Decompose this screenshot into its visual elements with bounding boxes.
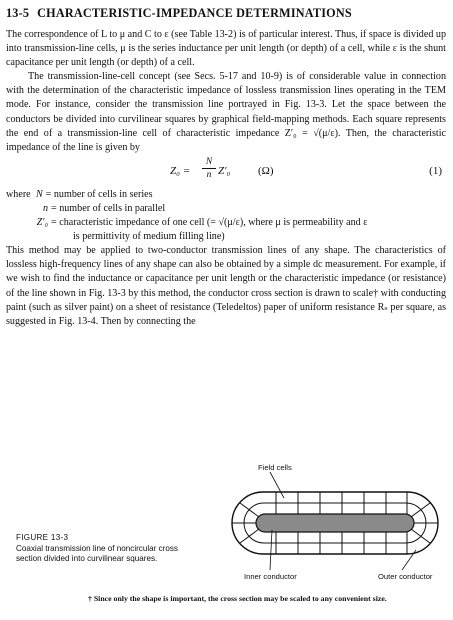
label-field-cells: Field cells: [258, 463, 292, 472]
paragraph-2: The transmission-line-cell concept (see Secs. 5-17 and 10-9) is of considerable value in connection with the determination of the characteristic impedance of lossless transmission lines operating in the TEM mode. For instance, consider the transmission line portrayed in Fig. 13-3. Let the space between the conductors be divided into curvilinear squares by graphical field-mapping methods. Each square represents the end of a transmission-line cell of characteristic impedance Z′₀ = √(μ/ε). Then, the characteristic impedance of the line is given by: [6, 71, 446, 153]
equation-lhs: Z₀ =: [170, 164, 191, 177]
footnote: † Since only the shape is important, the cross section may be scaled to any convenient size.: [88, 594, 387, 603]
fraction-bar: [202, 168, 216, 169]
definitions-intro: where: [6, 188, 31, 200]
figure-caption: [16, 533, 181, 565]
definitions-list: [6, 188, 446, 244]
definition-text: = number of cells in parallel: [51, 202, 166, 214]
section-title: CHARACTERISTIC-IMPEDANCE DETERMINATIONS: [37, 6, 352, 20]
section-heading: [6, 6, 446, 21]
figure-caption-text: Coaxial transmission line of noncircular cross section divided into curvilinear squares.: [16, 543, 178, 563]
label-inner-conductor: Inner conductor: [244, 572, 297, 581]
inner-conductor-shape: [256, 514, 414, 532]
definition-row: [6, 216, 446, 230]
definition-symbol: Z′₀: [36, 217, 48, 229]
definition-text: is permittivity of medium filling line): [73, 231, 225, 243]
label-outer-conductor: Outer conductor: [378, 572, 433, 581]
definition-text: = characteristic impedance of one cell (= √(μ/ε), where μ is permeability and ε: [51, 217, 368, 229]
paragraph-3: This method may be applied to two-conductor transmission lines of any shape. The characteristics of lossless high-frequency lines of any shape can also be obtained by a simple dc measurement. For example, if we wish to find the inductance or capacitance per unit length or the characteristic impedance (or resistance) of the line shown in Fig. 13-3 by this method, the conductor cross section is drawn to scale† with conducting paint (such as silver paint) on a sheet of resistance (Teledeltos) paper of uniform resistance Rₛ per square, as suggested in Fig. 13-4. Then by connecting the: [6, 245, 446, 327]
figure-number: FIGURE 13-3: [16, 533, 69, 542]
definition-symbol: N: [35, 188, 43, 200]
equation-numerator: N: [205, 156, 213, 167]
definition-text: = number of cells in series: [45, 188, 153, 200]
paragraph-1: The correspondence of L to μ and C to ε (see Table 13-2) is of particular interest. Thus, if space is divided up into transmission-line cells, μ is the series inductance per unit length (or depth) of a cell, while ε is the shunt capacitance per unit length (or depth) of a cell.: [6, 29, 446, 69]
definition-row: [6, 202, 446, 216]
page: [6, 6, 446, 329]
equation-denominator: n: [206, 169, 212, 180]
section-number: 13-5: [6, 6, 30, 20]
equation-number: (1): [429, 164, 442, 177]
definition-symbol: n: [42, 202, 48, 214]
definition-row: [6, 188, 446, 202]
equation-1: [6, 157, 446, 187]
equation-unit: (Ω): [258, 164, 274, 177]
definition-symbol: [6, 230, 51, 244]
equation-rhs: Z′₀: [218, 164, 231, 177]
equation-fraction: [202, 157, 216, 180]
definition-row: [6, 230, 446, 244]
